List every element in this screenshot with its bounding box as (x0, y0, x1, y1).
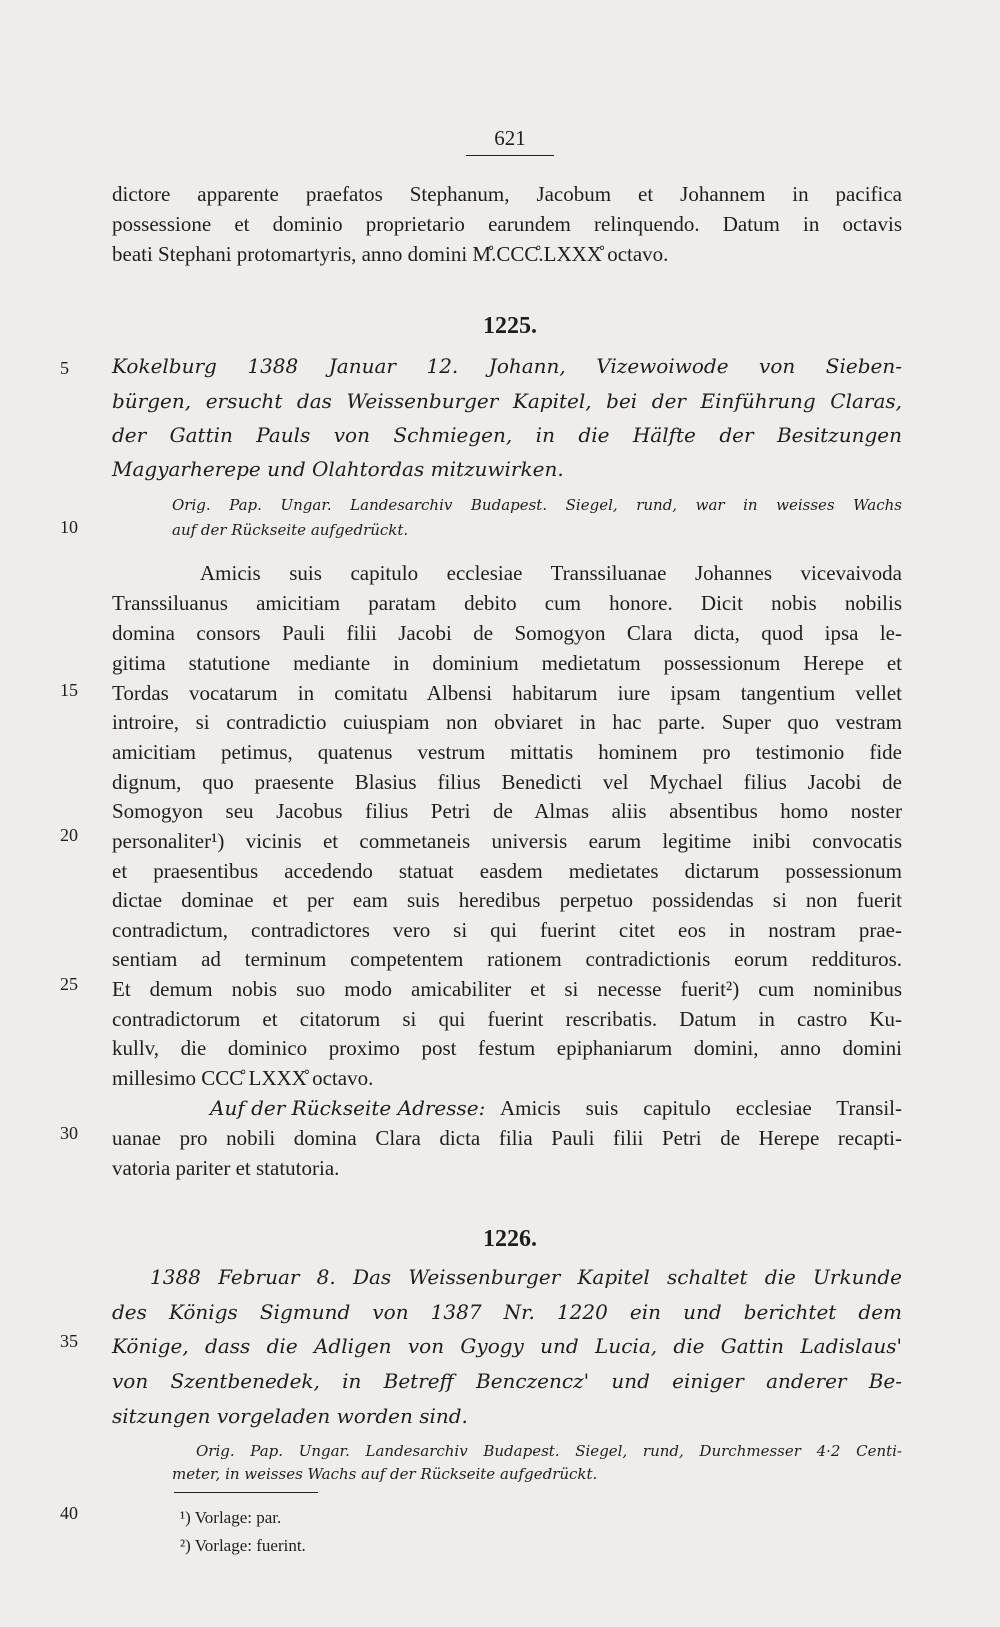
dorsal-line: vatoria pariter et statutoria. (112, 1156, 340, 1180)
dorsal-line: Amicis suis capitulo ecclesiae Transil- (500, 1096, 902, 1120)
summary-line: der Gattin Pauls von Schmiegen, in die Hälfte der Besitzungen (112, 423, 902, 447)
margin-line-number: 20 (60, 825, 78, 845)
summary-line: 1388 Februar 8. Das Weissenburger Kapitel schaltet die Urkunde (150, 1265, 902, 1289)
text-line: domina consors Pauli filii Jacobi de Somogyon Clara dicta, quod ipsa le- (112, 621, 902, 645)
summary-line: sitzungen vorgeladen worden sind. (112, 1404, 468, 1428)
margin-line-number: 10 (60, 517, 78, 537)
dorsal-label: Auf der Rückseite Adresse: (210, 1096, 486, 1120)
text-line: millesimo CCC̊ LXXX̊ octavo. (112, 1066, 374, 1090)
margin-line-number: 25 (60, 974, 78, 994)
intro-line: beati Stephani protomartyris, anno domini M̊.CCC̊.LXXX̊ octavo. (112, 242, 669, 266)
margin-line-number: 15 (60, 680, 78, 700)
margin-line-number: 5 (60, 358, 69, 378)
text-line: gitima statutione mediante in dominium medietatum possessionum Herepe et (112, 651, 902, 675)
source-note: Orig. Pap. Ungar. Landesarchiv Budapest. Siegel, rund, war in weisses Wachs (172, 496, 902, 514)
source-note: Orig. Pap. Ungar. Landesarchiv Budapest. Siegel, rund, Durchmesser 4·2 Centi- (196, 1442, 902, 1460)
text-line: introire, si contradictio cuiuspiam non obviaret in hac parte. Super quo vestram (112, 710, 902, 734)
summary-line: von Szentbenedek, in Betreff Benczencz' und einiger anderer Be- (112, 1369, 902, 1393)
document-number-1225: 1225. (483, 313, 537, 339)
text-line: amicitiam petimus, quatenus vestrum mittatis hominem pro testimonio fide (112, 740, 902, 764)
margin-line-number: 35 (60, 1331, 78, 1351)
text-line: Transsiluanus amicitiam paratam debito cum honore. Dicit nobis nobilis (112, 591, 902, 615)
source-note: auf der Rückseite aufgedrückt. (172, 521, 409, 539)
dorsal-line: uanae pro nobili domina Clara dicta filia Pauli filii Petri de Herepe recapti- (112, 1126, 902, 1150)
summary-line: Magyarherepe und Olahtordas mitzuwirken. (112, 457, 564, 481)
text-line: Somogyon seu Jacobus filius Petri de Almas aliis absentibus homo noster (112, 799, 902, 823)
margin-line-number: 30 (60, 1123, 78, 1143)
page-number-rule (466, 155, 554, 156)
summary-line: des Königs Sigmund von 1387 Nr. 1220 ein und berichtet dem (112, 1300, 902, 1324)
text-line: sentiam ad terminum competentem rationem contradictionis eorum reddituros. (112, 947, 902, 971)
footnote-rule (174, 1492, 318, 1493)
source-note: meter, in weisses Wachs auf der Rückseite aufgedrückt. (172, 1465, 598, 1483)
footnote: ¹) Vorlage: par. (180, 1508, 282, 1527)
text-line: contradictum, contradictores vero si qui fuerint citet eos in nostram prae- (112, 918, 902, 942)
summary-line: Kokelburg 1388 Januar 12. Johann, Vizewoiwode von Sieben- (112, 354, 902, 378)
text-line: et praesentibus accedendo statuat easdem medietates dictarum possessionum (112, 859, 902, 883)
text-line: Amicis suis capitulo ecclesiae Transsiluanae Johannes vicevaivoda (200, 561, 902, 585)
text-line: dignum, quo praesente Blasius filius Benedicti vel Mychael filius Jacobi de (112, 770, 902, 794)
text-line: dictae dominae et per eam suis heredibus perpetuo possidendas si non fuerit (112, 888, 902, 912)
margin-line-number: 40 (60, 1503, 78, 1523)
document-number-1226: 1226. (483, 1226, 537, 1252)
intro-line: possessione et dominio proprietario earundem relinquendo. Datum in octavis (112, 212, 902, 236)
intro-line: dictore apparente praefatos Stephanum, Jacobum et Johannem in pacifica (112, 182, 902, 206)
text-line: Et demum nobis suo modo amicabiliter et si necesse fuerit²) cum nominibus (112, 977, 902, 1001)
page-number: 621 (494, 126, 526, 150)
summary-line: Könige, dass die Adligen von Gyogy und Lucia, die Gattin Ladislaus' (112, 1334, 902, 1358)
text-line: personaliter¹) vicinis et commetaneis universis earum legitime inibi convocatis (112, 829, 902, 853)
text-line: Tordas vocatarum in comitatu Albensi habitarum iure ipsam tangentium vellet (112, 681, 902, 705)
text-line: contradictorum et citatorum si qui fuerint rescribatis. Datum in castro Ku- (112, 1007, 902, 1031)
text-line: kullv, die dominico proximo post festum epiphaniarum domini, anno domini (112, 1036, 902, 1060)
footnote: ²) Vorlage: fuerint. (180, 1536, 306, 1555)
summary-line: bürgen, ersucht das Weissenburger Kapitel, bei der Einführung Claras, (112, 389, 902, 413)
